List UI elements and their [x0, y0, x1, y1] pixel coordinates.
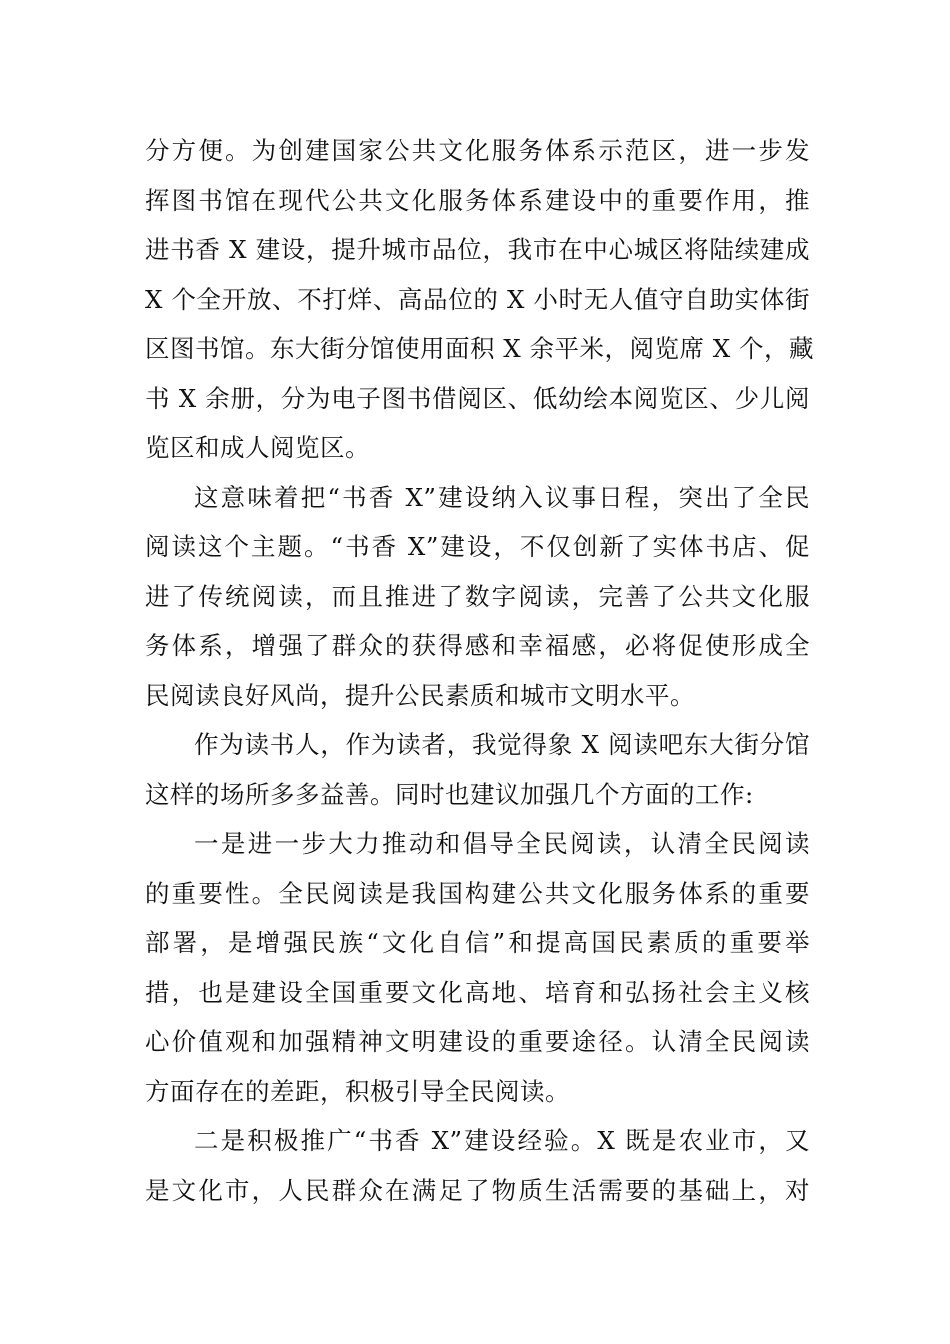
text-line: 是文化市，人民群众在满足了物质生活需要的基础上，对 — [145, 1175, 810, 1205]
text-line: 书 X 余册，分为电子图书借阅区、低幼绘本阅览区、少儿阅 — [145, 383, 810, 413]
paragraph-3 — [145, 720, 810, 819]
text-line: 部署，是增强民族“文化自信”和提高国民素质的重要举 — [145, 928, 810, 957]
text-line: 措，也是建设全国重要文化高地、培育和弘扬社会主义核 — [145, 977, 810, 1007]
paragraph-4 — [145, 819, 810, 1116]
document-body — [145, 126, 815, 1215]
text-line: 二是积极推广“书香 X”建设经验。X 既是农业市，又 — [194, 1126, 810, 1155]
text-line: 这样的场所多多益善。同时也建议加强几个方面的工作: — [145, 779, 754, 809]
paragraph-1 — [145, 126, 815, 473]
text-line: 作为读书人，作为读者，我觉得象 X 阅读吧东大街分馆 — [194, 730, 810, 759]
text-line: 进书香 X 建设，提升城市品位，我市在中心城区将陆续建成 — [145, 235, 810, 264]
text-line: 进了传统阅读，而且推进了数字阅读，完善了公共文化服 — [145, 581, 810, 611]
text-line: 这意味着把“书香 X”建设纳入议事日程，突出了全民 — [194, 482, 810, 512]
text-line: 分方便。为创建国家公共文化服务体系示范区，进一步发 — [145, 136, 810, 165]
text-line: 区图书馆。东大街分馆使用面积 X 余平米，阅览席 X 个，藏 — [145, 334, 815, 363]
text-line: 民阅读良好风尚，提升公民素质和城市文明水平。 — [145, 680, 695, 710]
text-line: 览区和成人阅览区。 — [145, 433, 370, 462]
paragraph-5 — [145, 1116, 810, 1215]
paragraph-2 — [145, 473, 810, 721]
text-line: 一是进一步大力推动和倡导全民阅读，认清全民阅读 — [194, 829, 810, 858]
text-line: X 个全开放、不打烊、高品位的 X 小时无人值守自助实体街 — [145, 284, 810, 314]
text-line: 务体系，增强了群众的获得感和幸福感，必将促使形成全 — [145, 631, 810, 660]
text-line: 方面存在的差距，积极引导全民阅读。 — [145, 1076, 570, 1106]
text-line: 的重要性。全民阅读是我国构建公共文化服务体系的重要 — [145, 878, 810, 908]
text-line: 心价值观和加强精神文明建设的重要途径。认清全民阅读 — [145, 1027, 810, 1056]
text-line: 挥图书馆在现代公共文化服务体系建设中的重要作用，推 — [145, 185, 810, 215]
text-line: 阅读这个主题。“书香 X”建设，不仅创新了实体书店、促 — [145, 532, 810, 561]
